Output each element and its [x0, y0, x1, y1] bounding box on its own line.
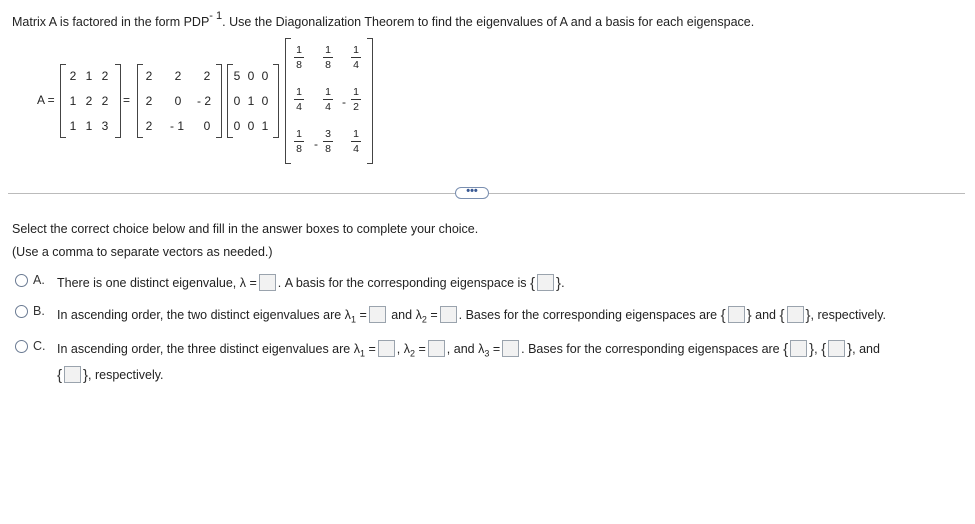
- matrix-a-cell: 1: [85, 69, 93, 83]
- matrix-a-cell: 2: [85, 94, 93, 108]
- pinv-numerator: 1: [353, 86, 359, 98]
- matrix-d-cell: 0: [247, 119, 255, 133]
- option-c-text-part: , respectively.: [88, 368, 164, 382]
- left-brace: {: [783, 341, 789, 358]
- question-prefix: Matrix A is factored in the form PDP: [12, 15, 210, 30]
- matrix-d-cell: 0: [233, 94, 241, 108]
- matrix-d-cell: 0: [261, 69, 269, 83]
- matrix-a-cell: 2: [101, 69, 109, 83]
- equals-sign: =: [123, 93, 131, 107]
- pinv-fraction: [347, 128, 365, 155]
- instruction-note: (Use a comma to separate vectors as needed.): [12, 245, 273, 259]
- option-c-text-line2: [57, 366, 164, 384]
- right-brace: }: [83, 367, 89, 384]
- matrix-d-cell: 1: [247, 94, 255, 108]
- option-b-text-part: =: [430, 308, 438, 322]
- basis2-input[interactable]: [828, 340, 845, 357]
- factorization: [0, 0, 975, 175]
- subscript: 3: [484, 348, 490, 359]
- left-brace: {: [57, 367, 63, 384]
- matrix-p-cell: 2: [145, 119, 153, 133]
- pinv-numerator: 1: [296, 44, 302, 56]
- option-c-text-part: . Bases for the corresponding eigenspaces are: [521, 342, 780, 356]
- option-c-text-part: =: [418, 342, 426, 356]
- pinv-numerator: 1: [325, 86, 331, 98]
- matrix-d-right-bracket: [273, 64, 279, 138]
- question-suffix: . Use the Diagonalization Theorem to find the eigenvalues of A and a basis for each eigenspace.: [222, 15, 755, 30]
- instruction-text: Select the correct choice below and fill in the answer boxes to complete your choice.: [12, 222, 479, 236]
- option-b-label[interactable]: B.: [33, 304, 45, 318]
- matrix-p-cell: - 2: [196, 94, 211, 108]
- option-b-text: [57, 306, 886, 325]
- subscript: 2: [409, 348, 415, 359]
- matrix-p-cell: 0: [203, 119, 211, 133]
- matrix-p-cell: 2: [145, 94, 153, 108]
- pinv-fraction: [290, 44, 308, 71]
- pinv-numerator: 1: [325, 44, 331, 56]
- option-a-text-part: There is one distinct eigenvalue, λ =: [57, 276, 257, 290]
- basis-input[interactable]: [537, 274, 554, 291]
- pinv-fraction: [347, 86, 365, 113]
- option-b-text-part: , respectively.: [810, 308, 887, 322]
- matrix-a-right-bracket: [115, 64, 121, 138]
- basis1-input[interactable]: [728, 306, 745, 323]
- lambda2-input[interactable]: [428, 340, 445, 357]
- right-brace: }: [746, 307, 752, 324]
- option-b-text-part: and λ: [391, 308, 422, 322]
- eigenvalue-input[interactable]: [259, 274, 276, 291]
- inverse-superscript: - 1: [209, 10, 223, 22]
- matrix-p-cell: - 1: [169, 119, 184, 133]
- pinv-fraction: [290, 128, 308, 155]
- basis1-input[interactable]: [790, 340, 807, 357]
- option-c-text-part: ,: [814, 342, 818, 356]
- option-b-text-part: and: [755, 308, 776, 322]
- option-c-label[interactable]: C.: [33, 339, 46, 353]
- pinv-fraction: [319, 128, 337, 155]
- matrix-p-cell: 0: [174, 94, 182, 108]
- option-c-text-part: =: [492, 342, 501, 356]
- lambda2-input[interactable]: [440, 306, 457, 323]
- option-c-text-part: , λ: [396, 342, 410, 356]
- pinv-denominator: 8: [325, 59, 331, 71]
- pinv-sign: -: [314, 137, 318, 151]
- a-label: A =: [37, 93, 55, 107]
- option-b-text-part: . Bases for the corresponding eigenspaces are: [458, 308, 718, 322]
- matrix-d-cell: 0: [261, 94, 269, 108]
- more-button[interactable]: •••: [455, 187, 489, 199]
- pinv-denominator: 4: [353, 59, 359, 71]
- pinv-numerator: 1: [296, 86, 302, 98]
- matrix-a-cell: 1: [69, 119, 77, 133]
- option-c-text: [57, 340, 880, 359]
- right-brace: }: [556, 275, 562, 292]
- basis2-input[interactable]: [787, 306, 804, 323]
- matrix-pinv-right-bracket: [367, 38, 373, 164]
- matrix-a-cell: 3: [101, 119, 109, 133]
- lambda1-input[interactable]: [378, 340, 395, 357]
- matrix-d-cell: 0: [247, 69, 255, 83]
- pinv-denominator: 8: [296, 143, 302, 155]
- matrix-a-cell: 2: [69, 69, 77, 83]
- option-c-text-part: =: [368, 342, 376, 356]
- option-c-radio[interactable]: [15, 340, 28, 353]
- pinv-denominator: 4: [325, 101, 331, 113]
- right-brace: }: [805, 307, 811, 324]
- matrix-a-cell: 1: [69, 94, 77, 108]
- option-c-text-part: , and λ: [446, 342, 485, 356]
- pinv-fraction: [319, 86, 337, 113]
- matrix-p-cell: 2: [174, 69, 182, 83]
- pinv-denominator: 2: [353, 101, 359, 113]
- subscript: 1: [359, 348, 365, 359]
- option-b-text-part: =: [359, 308, 367, 322]
- option-b-radio[interactable]: [15, 305, 28, 318]
- subscript: 2: [421, 314, 427, 325]
- option-a-text-part: . A basis for the corresponding eigenspace is: [277, 276, 527, 290]
- pinv-fraction: [290, 86, 308, 113]
- option-c-text-part: In ascending order, the three distinct eigenvalues are λ: [57, 342, 360, 356]
- pinv-numerator: 1: [353, 128, 359, 140]
- matrix-a-cell: 1: [85, 119, 93, 133]
- pinv-denominator: 4: [353, 143, 359, 155]
- right-brace: }: [809, 341, 815, 358]
- pinv-denominator: 8: [325, 143, 331, 155]
- matrix-p-cell: 2: [145, 69, 153, 83]
- lambda3-input[interactable]: [502, 340, 519, 357]
- pinv-denominator: 4: [296, 101, 302, 113]
- option-a-label[interactable]: A.: [33, 273, 45, 287]
- right-brace: }: [847, 341, 853, 358]
- pinv-numerator: 3: [325, 128, 331, 140]
- subscript: 1: [350, 314, 356, 325]
- left-brace: {: [720, 307, 726, 324]
- pinv-numerator: 1: [353, 44, 359, 56]
- option-b-text-part: In ascending order, the two distinct eigenvalues are λ: [57, 308, 351, 322]
- pinv-numerator: 1: [296, 128, 302, 140]
- pinv-sign: -: [342, 95, 346, 109]
- matrix-d-cell: 5: [233, 69, 241, 83]
- basis3-input[interactable]: [64, 366, 81, 383]
- left-brace: {: [530, 275, 536, 292]
- matrix-a-cell: 2: [101, 94, 109, 108]
- option-c-text-part: , and: [852, 342, 880, 356]
- lambda1-input[interactable]: [369, 306, 386, 323]
- left-brace: {: [779, 307, 785, 324]
- option-a-radio[interactable]: [15, 274, 28, 287]
- matrix-d-cell: 0: [233, 119, 241, 133]
- matrix-d-cell: 1: [261, 119, 269, 133]
- pinv-denominator: 8: [296, 59, 302, 71]
- matrix-p-cell: 2: [203, 69, 211, 83]
- left-brace: {: [821, 341, 827, 358]
- pinv-fraction: [347, 44, 365, 71]
- option-a-text: There is one distinct eigenvalue, λ = . A basis for the corresponding eigenspace is { }.: [57, 275, 565, 292]
- pinv-fraction: [319, 44, 337, 71]
